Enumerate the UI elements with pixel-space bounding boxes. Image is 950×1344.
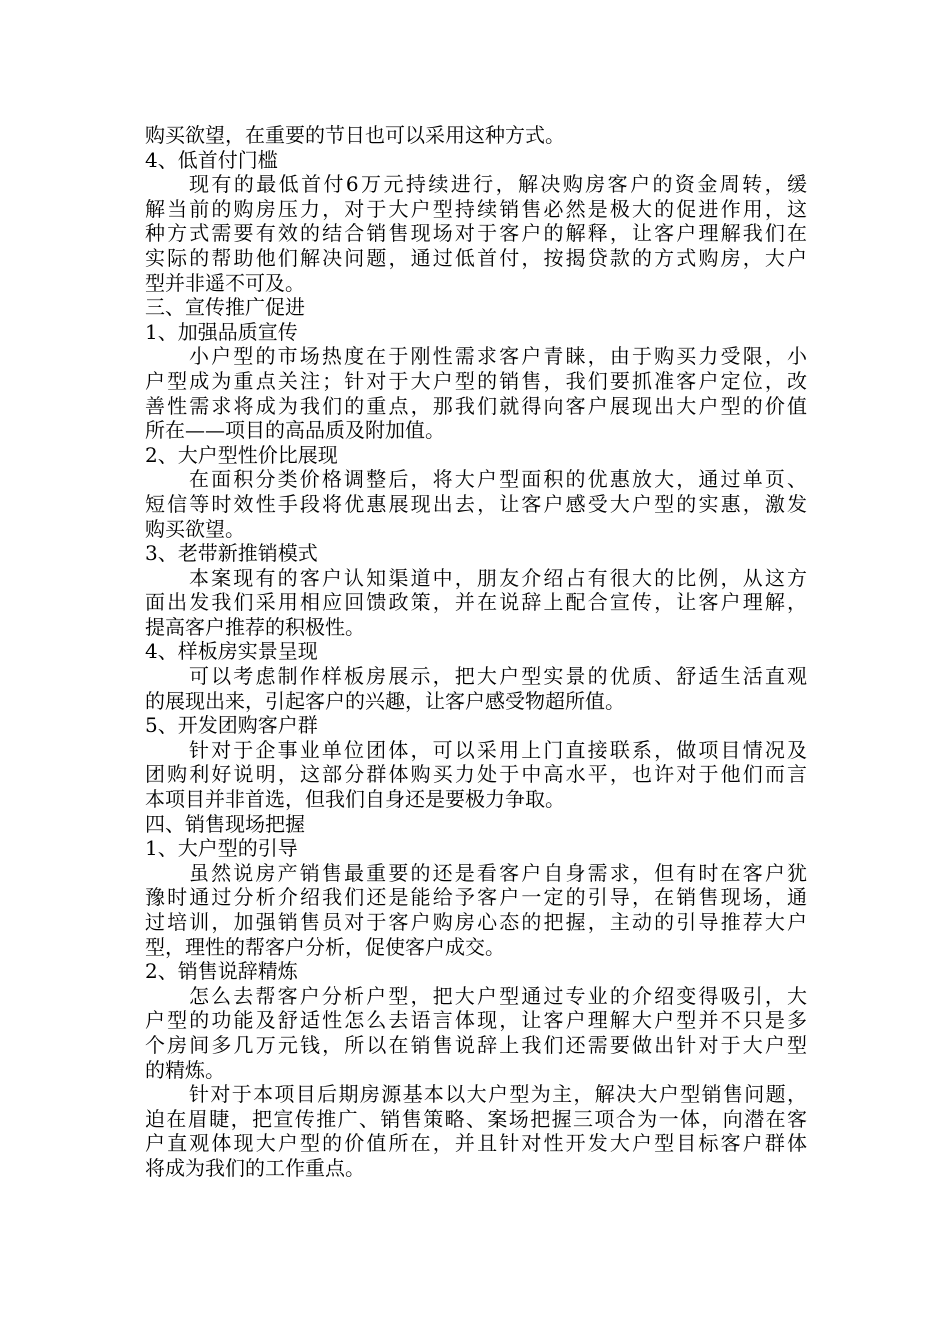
text-line: 4、样板房实景呈现 [145, 639, 318, 664]
text-line: 种方式需要有效的结合销售现场对于客户的解释，让客户理解我们在 [145, 221, 807, 246]
text-line: 户型的功能及舒适性怎么去语言体现，让客户理解大户型并不只是多 [145, 1008, 807, 1033]
text-line: 个房间多几万元钱，所以在销售说辞上我们还需要做出针对于大户型 [145, 1032, 807, 1057]
text-line: 2、大户型性价比展现 [145, 442, 338, 467]
text-line: 本项目并非首选，但我们自身还是要极力争取。 [145, 787, 565, 812]
text-line: 5、开发团购客户群 [145, 713, 318, 738]
text-line: 针对于企事业单位团体，可以采用上门直接联系，做项目情况及 [189, 737, 807, 762]
document-body [145, 123, 807, 1181]
text-line: 现有的最低首付6万元持续进行，解决购房客户的资金周转，缓 [189, 172, 807, 197]
text-line: 怎么去帮客户分析户型，把大户型通过专业的介绍变得吸引，大 [189, 983, 807, 1008]
text-line: 豫时通过分析介绍我们还是能给予客户一定的引导，在销售现场，通 [145, 885, 807, 910]
text-line: 购买欲望。 [145, 516, 245, 541]
text-line: 3、老带新推销模式 [145, 541, 318, 566]
text-line: 迫在眉睫，把宣传推广、销售策略、案场把握三项合为一体，向潜在客 [145, 1106, 807, 1131]
text-line: 可以考虑制作样板房展示，把大户型实景的优质、舒适生活直观 [189, 664, 807, 689]
text-line: 户直观体现大户型的价值所在，并且针对性开发大户型目标客户群体 [145, 1131, 807, 1156]
text-line: 型并非遥不可及。 [145, 270, 305, 295]
text-line: 1、加强品质宣传 [145, 319, 298, 344]
text-line: 购买欲望，在重要的节日也可以采用这种方式。 [145, 123, 565, 147]
text-line: 4、低首付门槛 [145, 147, 278, 172]
text-line: 过培训，加强销售员对于客户购房心态的把握，主动的引导推荐大户 [145, 910, 807, 934]
text-line: 小户型的市场热度在于刚性需求客户青睐，由于购买力受限，小 [189, 344, 807, 369]
text-line: 1、大户型的引导 [145, 836, 298, 861]
text-line: 将成为我们的工作重点。 [145, 1155, 365, 1180]
text-line: 三、宣传推广促进 [145, 295, 305, 320]
text-line: 短信等时效性手段将优惠展现出去，让客户感受大户型的实惠，激发 [145, 491, 807, 516]
text-line: 的展现出来，引起客户的兴趣，让客户感受物超所值。 [145, 688, 625, 713]
text-line: 虽然说房产销售最重要的还是看客户自身需求，但有时在客户犹 [189, 860, 807, 885]
text-line: 面出发我们采用相应回馈政策，并在说辞上配合宣传，让客户理解， [145, 590, 807, 615]
text-line: 实际的帮助他们解决问题，通过低首付，按揭贷款的方式购房，大户 [145, 245, 807, 270]
text-line: 解当前的购房压力，对于大户型持续销售必然是极大的促进作用，这 [145, 196, 807, 221]
text-line: 本案现有的客户认知渠道中，朋友介绍占有很大的比例，从这方 [189, 565, 807, 590]
text-line: 在面积分类价格调整后，将大户型面积的优惠放大，通过单页、 [189, 467, 807, 492]
text-line: 的精炼。 [145, 1057, 225, 1082]
text-line: 户型成为重点关注；针对于大户型的销售，我们要抓准客户定位，改 [145, 368, 807, 393]
text-line: 善性需求将成为我们的重点，那我们就得向客户展现出大户型的价值 [145, 393, 807, 418]
text-line: 提高客户推荐的积极性。 [145, 614, 365, 639]
text-line: 针对于本项目后期房源基本以大户型为主，解决大户型销售问题， [189, 1082, 807, 1107]
text-line: 所在——项目的高品质及附加值。 [145, 418, 445, 443]
text-line: 四、销售现场把握 [145, 811, 305, 836]
text-line: 2、销售说辞精炼 [145, 959, 298, 984]
text-line: 团购利好说明，这部分群体购买力处于中高水平，也许对于他们而言 [145, 762, 807, 787]
text-line: 型，理性的帮客户分析，促使客户成交。 [145, 934, 505, 959]
